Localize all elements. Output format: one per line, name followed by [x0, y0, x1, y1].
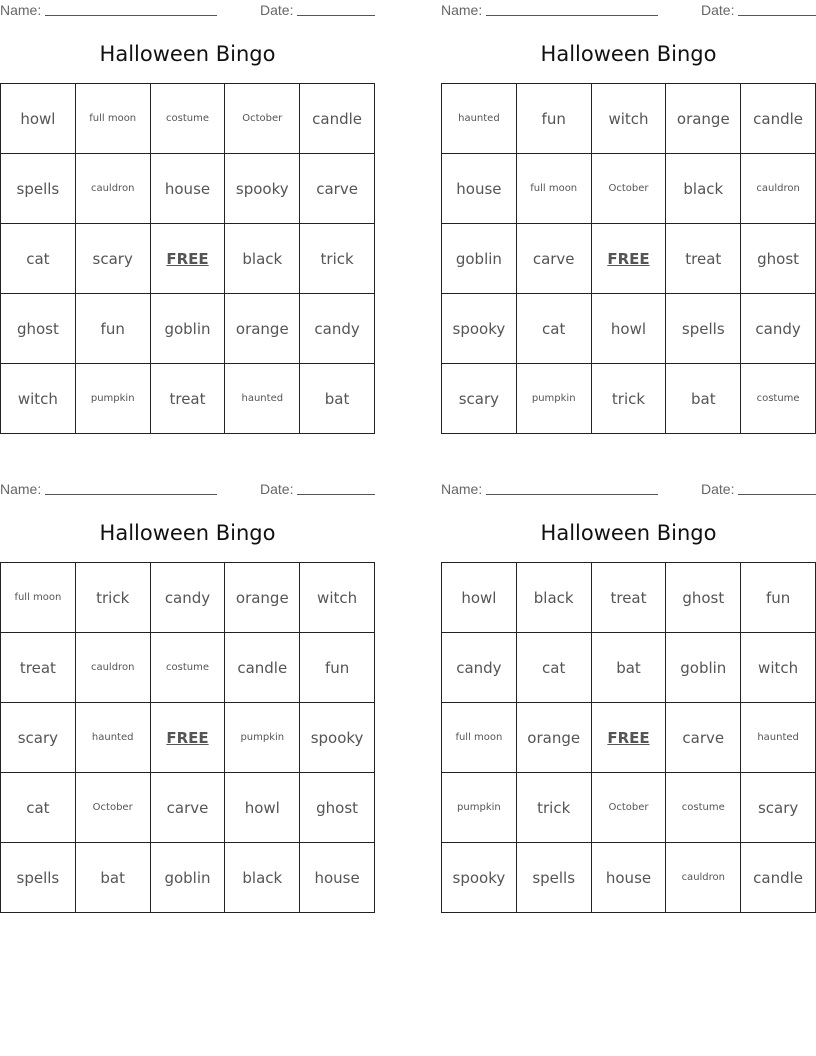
bingo-cell: treat	[592, 563, 667, 633]
bingo-cell: black	[225, 843, 300, 913]
bingo-cell: treat	[1, 633, 76, 703]
name-label: Name:	[0, 481, 42, 497]
bingo-cell: orange	[666, 84, 741, 154]
bingo-cell: howl	[225, 773, 300, 843]
bingo-card	[441, 0, 816, 408]
bingo-cell: pumpkin	[517, 364, 592, 434]
bingo-cell: carve	[151, 773, 226, 843]
bingo-cell: candle	[225, 633, 300, 703]
bingo-cell: spells	[666, 294, 741, 364]
name-date-header	[441, 479, 816, 501]
bingo-cell: black	[225, 224, 300, 294]
bingo-cell: candle	[741, 843, 816, 913]
bingo-cell: costume	[666, 773, 741, 843]
bingo-cell: pumpkin	[442, 773, 517, 843]
name-date-header	[0, 0, 375, 22]
bingo-cell: trick	[517, 773, 592, 843]
bingo-cell: full moon	[442, 703, 517, 773]
bingo-cell: spells	[1, 843, 76, 913]
bingo-grid	[0, 562, 375, 913]
name-date-header	[441, 0, 816, 22]
bingo-cell: spells	[517, 843, 592, 913]
bingo-cell: scary	[442, 364, 517, 434]
bingo-cell: spooky	[442, 843, 517, 913]
bingo-cell: candy	[442, 633, 517, 703]
bingo-cell: howl	[592, 294, 667, 364]
bingo-cell: full moon	[1, 563, 76, 633]
bingo-card	[0, 479, 375, 887]
bingo-cell: treat	[666, 224, 741, 294]
bingo-cell: black	[517, 563, 592, 633]
bingo-cell: house	[442, 154, 517, 224]
bingo-cell: candy	[741, 294, 816, 364]
bingo-cell: witch	[592, 84, 667, 154]
name-blank[interactable]	[486, 494, 658, 495]
bingo-cell: October	[225, 84, 300, 154]
bingo-cell: October	[592, 773, 667, 843]
bingo-cell: October	[592, 154, 667, 224]
bingo-card	[0, 0, 375, 408]
bingo-cell: ghost	[1, 294, 76, 364]
bingo-cell: trick	[300, 224, 375, 294]
date-blank[interactable]	[738, 494, 816, 495]
date-label: Date:	[260, 481, 294, 497]
bingo-cell: bat	[592, 633, 667, 703]
free-space-cell: FREE	[592, 703, 667, 773]
bingo-cell: carve	[517, 224, 592, 294]
bingo-cell: ghost	[741, 224, 816, 294]
bingo-cell: ghost	[300, 773, 375, 843]
name-label: Name:	[441, 2, 483, 18]
bingo-cell: cat	[1, 224, 76, 294]
bingo-grid	[0, 83, 375, 434]
bingo-cell: goblin	[151, 294, 226, 364]
bingo-cell: scary	[741, 773, 816, 843]
bingo-grid	[441, 562, 816, 913]
card-title: Halloween Bingo	[540, 521, 717, 545]
date-label: Date:	[260, 2, 294, 18]
bingo-cell: fun	[517, 84, 592, 154]
bingo-cell: ghost	[666, 563, 741, 633]
bingo-cell: goblin	[666, 633, 741, 703]
bingo-cell: fun	[741, 563, 816, 633]
bingo-cell: cauldron	[76, 633, 151, 703]
bingo-grid	[441, 83, 816, 434]
bingo-cell: house	[300, 843, 375, 913]
date-label: Date:	[701, 481, 735, 497]
name-blank[interactable]	[45, 494, 217, 495]
bingo-cell: candy	[300, 294, 375, 364]
name-date-header	[0, 479, 375, 501]
bingo-cell: haunted	[741, 703, 816, 773]
bingo-cell: house	[151, 154, 226, 224]
bingo-cell: spooky	[442, 294, 517, 364]
bingo-cell: witch	[1, 364, 76, 434]
bingo-cell: full moon	[517, 154, 592, 224]
bingo-cell: bat	[300, 364, 375, 434]
bingo-cell: pumpkin	[225, 703, 300, 773]
date-label: Date:	[701, 2, 735, 18]
bingo-cell: orange	[225, 563, 300, 633]
bingo-cell: witch	[741, 633, 816, 703]
bingo-cell: candle	[300, 84, 375, 154]
bingo-cell: goblin	[151, 843, 226, 913]
bingo-cell: haunted	[225, 364, 300, 434]
bingo-cell: spells	[1, 154, 76, 224]
bingo-cell: bat	[666, 364, 741, 434]
name-blank[interactable]	[486, 15, 658, 16]
bingo-cell: cauldron	[741, 154, 816, 224]
date-blank[interactable]	[297, 494, 375, 495]
bingo-cell: haunted	[76, 703, 151, 773]
bingo-cell: cat	[517, 633, 592, 703]
bingo-cell: trick	[76, 563, 151, 633]
bingo-cell: orange	[517, 703, 592, 773]
bingo-cell: orange	[225, 294, 300, 364]
bingo-cell: goblin	[442, 224, 517, 294]
bingo-cell: bat	[76, 843, 151, 913]
name-label: Name:	[0, 2, 42, 18]
date-blank[interactable]	[297, 15, 375, 16]
bingo-cell: cat	[517, 294, 592, 364]
bingo-cell: candy	[151, 563, 226, 633]
bingo-cell: cauldron	[666, 843, 741, 913]
bingo-cell: costume	[151, 84, 226, 154]
bingo-cell: black	[666, 154, 741, 224]
bingo-cell: haunted	[442, 84, 517, 154]
bingo-cell: costume	[151, 633, 226, 703]
card-title: Halloween Bingo	[99, 42, 276, 66]
free-space-cell: FREE	[151, 703, 226, 773]
bingo-cell: scary	[1, 703, 76, 773]
bingo-cell: costume	[741, 364, 816, 434]
bingo-cell: October	[76, 773, 151, 843]
bingo-cell: treat	[151, 364, 226, 434]
bingo-cell: candle	[741, 84, 816, 154]
bingo-cell: cauldron	[76, 154, 151, 224]
bingo-cell: trick	[592, 364, 667, 434]
bingo-cell: carve	[300, 154, 375, 224]
free-space-cell: FREE	[592, 224, 667, 294]
bingo-cell: fun	[300, 633, 375, 703]
bingo-cell: carve	[666, 703, 741, 773]
bingo-cell: spooky	[300, 703, 375, 773]
bingo-cell: witch	[300, 563, 375, 633]
bingo-cell: howl	[1, 84, 76, 154]
name-blank[interactable]	[45, 15, 217, 16]
bingo-cell: cat	[1, 773, 76, 843]
bingo-cell: howl	[442, 563, 517, 633]
bingo-card	[441, 479, 816, 887]
bingo-cell: scary	[76, 224, 151, 294]
bingo-cell: house	[592, 843, 667, 913]
bingo-cell: pumpkin	[76, 364, 151, 434]
bingo-cell: full moon	[76, 84, 151, 154]
name-label: Name:	[441, 481, 483, 497]
free-space-cell: FREE	[151, 224, 226, 294]
card-title: Halloween Bingo	[540, 42, 717, 66]
bingo-cell: fun	[76, 294, 151, 364]
card-title: Halloween Bingo	[99, 521, 276, 545]
date-blank[interactable]	[738, 15, 816, 16]
bingo-cell: spooky	[225, 154, 300, 224]
